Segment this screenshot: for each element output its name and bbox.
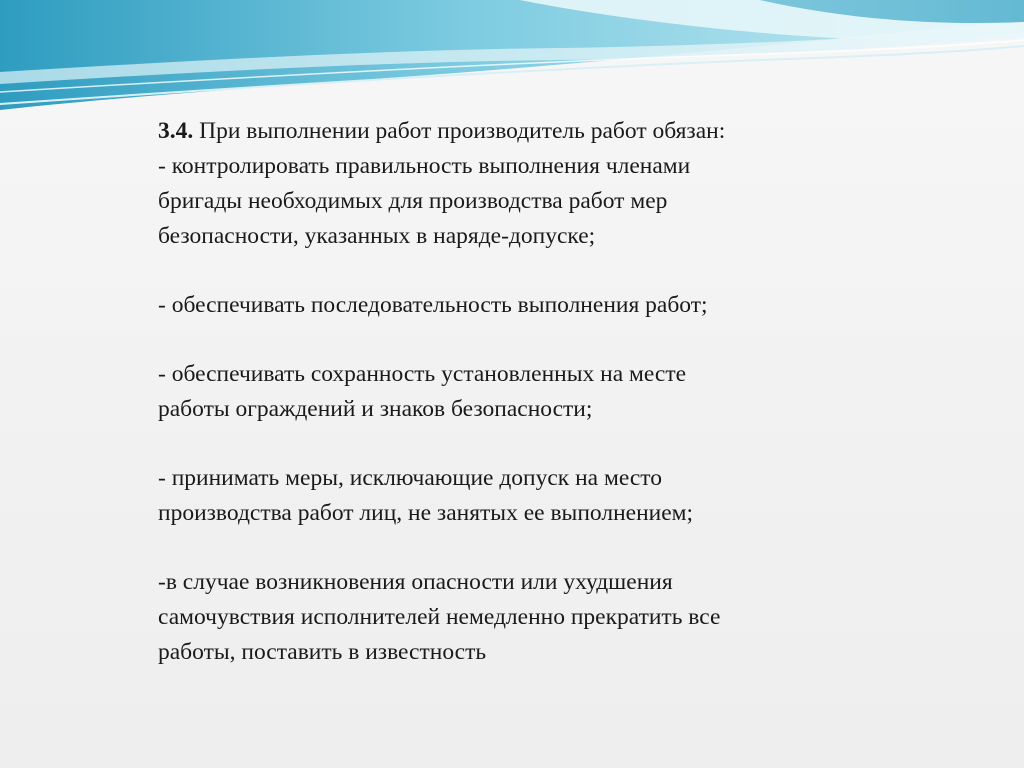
- text-line: самочувствия исполнителей немедленно прекратить все: [158, 604, 721, 630]
- paragraph-4: [158, 461, 878, 531]
- text-line: -в случае возникновения опасности или ухудшения: [158, 569, 673, 595]
- paragraph-2: [158, 288, 878, 323]
- text-line: - принимать меры, исключающие допуск на место: [158, 465, 662, 491]
- text-line: - обеспечивать сохранность установленных на месте: [158, 361, 687, 387]
- text-line: работы, поставить в известность: [158, 639, 487, 665]
- text-line: производства работ лиц, не занятых ее выполнением;: [158, 500, 694, 526]
- text-line: - контролировать правильность выполнения членами: [158, 153, 691, 179]
- section-number: 3.4.: [158, 118, 194, 144]
- heading-line: [158, 114, 878, 149]
- text-line: работы ограждений и знаков безопасности;: [158, 396, 593, 422]
- text-line: бригады необходимых для производства работ мер: [158, 188, 668, 214]
- heading-paragraph: [158, 114, 878, 149]
- paragraph-1: [158, 149, 878, 254]
- text-line: безопасности, указанных в наряде-допуске;: [158, 223, 596, 249]
- text-line: - обеспечивать последовательность выполнения работ;: [158, 292, 708, 318]
- paragraph-3: [158, 357, 878, 427]
- section-heading-text: При выполнении работ производитель работ обязан:: [193, 118, 726, 144]
- decorative-wave-header: [0, 0, 1024, 130]
- paragraph-5: [158, 565, 878, 670]
- slide-body: [158, 114, 878, 704]
